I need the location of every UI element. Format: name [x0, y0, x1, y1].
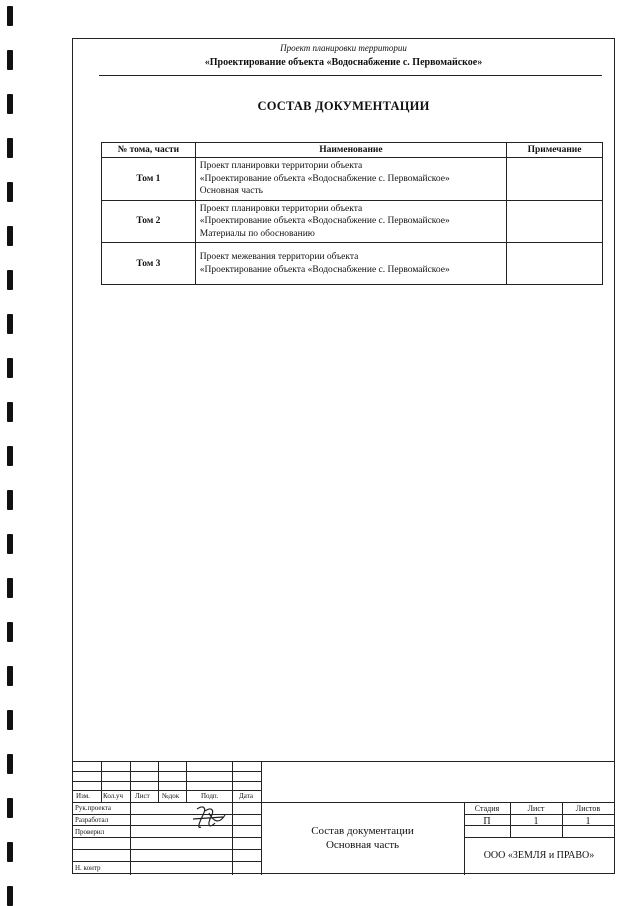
name-line: Проект планировки территории объекта: [199, 161, 363, 171]
note-cell: [507, 158, 603, 201]
binding-mark: [7, 358, 13, 378]
stamp-header-signature: Подп.: [201, 792, 219, 800]
binding-mark: [7, 314, 13, 334]
stamp-stage-label: Стадия: [474, 804, 500, 813]
stamp-role-checker: Проверил: [75, 828, 105, 836]
stamp-header-sheet: Лист: [135, 792, 150, 800]
note-cell: [507, 200, 603, 243]
stamp-document-name-2: Основная часть: [325, 839, 400, 851]
stamp-sheets-value: 1: [585, 816, 591, 827]
contents-header-row: [102, 143, 603, 158]
name-line: Проект планировки территории объекта: [199, 203, 363, 214]
stamp-header-change: Изм.: [76, 792, 90, 800]
stamp-sheet-label: Лист: [527, 804, 545, 813]
name-cell: [195, 200, 506, 243]
name-line: «Проектирование объекта «Водоснабжение с. Первомайское»: [199, 216, 450, 226]
stamp-document-name-1: Состав документации: [311, 825, 414, 837]
stamp-role-normcontrol: Н. контр: [75, 864, 101, 872]
stamp-role-lead: Рук.проекта: [75, 804, 112, 812]
table-row: [102, 243, 603, 285]
binding-mark: [7, 490, 13, 510]
name-line: Проект межевания территории объекта: [199, 252, 359, 262]
stamp-header-docnum: №док: [162, 792, 180, 800]
binding-mark: [7, 886, 13, 906]
stamp-header-count: Кол.уч: [103, 792, 123, 800]
volume-cell: Том 3: [102, 243, 196, 285]
column-header-volume: № тома, части: [102, 143, 196, 158]
name-line: «Проектирование объекта «Водоснабжение с. Первомайское»: [199, 173, 450, 184]
binding-mark: [7, 710, 13, 730]
binding-mark: [7, 842, 13, 862]
binding-mark: [7, 182, 13, 202]
binding-mark: [7, 6, 13, 26]
binding-mark: [7, 754, 13, 774]
table-row: [102, 200, 603, 243]
binding-mark: [7, 270, 13, 290]
binding-mark: [7, 94, 13, 114]
binding-mark: [7, 534, 13, 554]
header-object-line: «Проектирование объекта «Водоснабжение с. Первомайское»: [204, 57, 483, 68]
binding-mark: [7, 138, 13, 158]
header-divider: [99, 75, 602, 76]
stamp-sheet-value: 1: [533, 816, 539, 827]
binding-mark: [7, 446, 13, 466]
volume-cell: Том 2: [102, 200, 196, 243]
name-line: Основная часть: [199, 186, 263, 196]
binding-mark: [7, 226, 13, 246]
table-row: [102, 158, 603, 201]
name-line: «Проектирование объекта «Водоснабжение с. Первомайское»: [199, 264, 450, 275]
stamp-header-date: Дата: [239, 792, 253, 800]
header-project-line: Проект планировки территории: [280, 43, 407, 53]
binding-mark: [7, 50, 13, 70]
binding-mark: [7, 402, 13, 422]
volume-cell: Том 1: [102, 158, 196, 201]
binding-mark: [7, 798, 13, 818]
document-title: СОСТАВ ДОКУМЕНТАЦИИ: [257, 99, 430, 113]
column-header-name: Наименование: [195, 143, 506, 158]
binding-mark: [7, 578, 13, 598]
name-cell: [195, 158, 506, 201]
stamp-stage-value: П: [483, 816, 491, 827]
stamp-sheets-label: Листов: [575, 804, 601, 813]
page-frame: [72, 38, 615, 874]
name-line: Материалы по обоснованию: [199, 228, 315, 239]
name-cell: [195, 243, 506, 285]
binding-marks: [7, 0, 15, 905]
binding-mark: [7, 666, 13, 686]
binding-mark: [7, 622, 13, 642]
note-cell: [507, 243, 603, 285]
title-block: [73, 761, 614, 875]
column-header-note: Примечание: [507, 143, 603, 158]
stamp-role-developer: Разработал: [75, 816, 109, 824]
stamp-organization: ООО «ЗЕМЛЯ и ПРАВО»: [483, 850, 595, 861]
contents-table: [101, 142, 603, 285]
signature-mark: [189, 803, 231, 833]
